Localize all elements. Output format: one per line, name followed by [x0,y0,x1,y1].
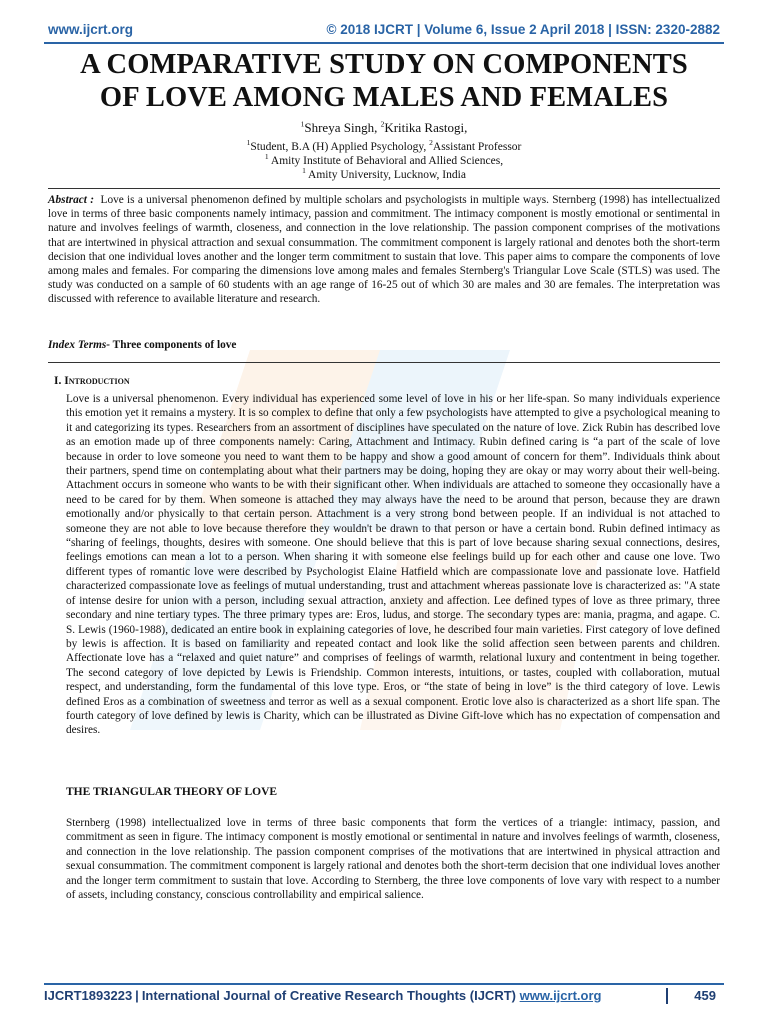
index-terms [48,339,236,351]
author-2-name: Kritika Rastogi, [384,120,468,135]
affiliation-line-3 [40,168,728,182]
affiliation-line-2 [40,154,728,168]
affiliation-line-1 [40,140,728,154]
paper-title [40,48,728,114]
title-line-2: OF LOVE AMONG MALES AND FEMALES [99,82,669,113]
abstract-label: Abstract : [48,194,94,206]
abstract-text: Love is a universal phenomenon defined by multiple scholars and psychologists in multiple ways. Sternberg (1998) has intellectualized love in terms of three basic components namely intimacy, passion and commitment. The intimacy component is mostly emotional or sentimental in nature and involves feelings of warmth, closeness, and connection in the love relationship. The passion component comprises of the motivations that are intertwined in physical attraction and sexual consummation. The commitment component is largely rational and denotes both the short-term decision that one individual loves another and the longer term commitment to sustain that love. This paper aims to compare the components of love among males and females. For comparing the dimensions love among males and females Sternberg's Triangular Love Scale (STLS) was used. The study was conducted on a sample of 60 students with an age range of 16-25 out of which 30 are males and 30 are females. The interpretation was discussed with reference to available literature and research. [48,194,720,306]
triangular-theory-paragraph: Sternberg (1998) intellectualized love in terms of three basic components that form the vertices of a triangle: intimacy, passion, and commitment as seen in figure. The intimacy component is mostly emotional or sentimental in nature and involves feelings of warmth, closeness, and connection in the love relationship. The passion component comprises of the motivations that are intertwined in physical attraction and sexual consummation. The commitment component is largely rational and denotes both the short-term decision that one individual loves another and the longer term commitment to sustain that love. According to Sternberg, the three love components of love vary with respect to a number of assets, including constancy, conscious controllability and empirical salience. [66,817,720,902]
affiliations [40,140,728,182]
affiliation-2-mark: 2 [429,138,433,148]
footer-paper-id: IJCRT1893223 [44,988,133,1003]
affiliation-line-2-mark: 1 [264,152,269,162]
footer-site-link[interactable]: www.ijcrt.org [519,988,602,1003]
footer-separator: | [135,988,139,1003]
footer-page-bar [666,988,668,1004]
affiliation-line-2-text: Amity Institute of Behavioral and Allied Sciences, [268,155,504,167]
author-1-mark: 1 [300,119,305,129]
author-1-name: Shreya Singh, [304,120,381,135]
author-list [40,120,728,136]
abstract-top-divider [48,188,720,189]
index-terms-divider [48,362,720,363]
section-title: Introduction [64,375,130,387]
section-heading-introduction [54,375,130,387]
affiliation-line-3-text: Amity University, Lucknow, India [305,169,466,181]
header-issue-info: © 2018 IJCRT | Volume 6, Issue 2 April 2018 | ISSN: 2320-2882 [326,22,720,37]
introduction-paragraph: Love is a universal phenomenon. Every individual has experienced some level of love in his or her life-span. So many individuals experience this emotion yet it remains a mystery. It is so complex to define that only a few psychologists have attempted to give a psychological meaning to it and categorizing its types. Researchers from an assortment of disciplines have speculated on the nature of love. Zick Rubin has described love as an emotion made up of three components namely: Caring, Attachment and Intimacy. Rubin defined caring is “a part of the scale of love because in order to love someone you need to want them to be happy and show a good amount of concern for them”. Individuals think about their partners, spend time on contemplating about what their partners may be doing, hoping they are okay or may worry about their well-being. Attachment occurs in someone who wants to be with their significant other. When individuals are attached to someone they occasionally have a need to be cared for by them. When someone is attached they may always have the need to be around that person, because they are drawn emotionally and/or physically to that certain person. Attachment is a very strong bond between people. If an individual is not attached to someone they are not able to love because therefore they wouldn't be drawn to that person or have a certain bond. Rubin defined intimacy as “sharing of feelings, thoughts, desires with someone. One should believe that this is part of love because sharing sexual connections, desires, feelings emotions can mean a lot to a person. When sharing it with someone else feelings build up for each other and cause one love. Two different types of romantic love were described by Psychologist Elaine Hatfield which are compassionate love and passionate love. Hatfield characterized compassionate love as feelings of mutual understanding, trust and attachment whereas passionate love is characterized as: "A state of intense desire for union with a person, including sexual attraction, anxiety and affection. Lee defined types of love as three primary, three secondary and nine tertiary types. The three primary types are: Eros, ludus, and storge. The secondary types are: mania, pragma, and agape. C. S. Lewis (1960-1988), dedicated an entire book in explaining categories of love, he described four main varieties. First category of love defined by lewis is affection. It is based on familiarity and repeated contact and look like the solid affection seen between parents and children. Affectionate love has a “relaxed and quiet nature” and comprises of feelings of warmth, relational luxury and contentment in being together. The second category of love depicted by Lewis is Friendship. Common interests, intuitions, or tastes, coupled with collaboration, mutual respect, and understanding, form the fundamental of this love type. Eros, or “the state of being in love” is the third category of love. Lewis defined Eros as a combination of sweetness and terror as well as a sexual component. Erotic love also is characterized as a short life span. The fourth category of love defined by lewis is Charity, which can be illustrated as Divine Gift-love which has no expectation of compensation and desires. [66,393,720,737]
affiliation-2-text: Assistant Professor [432,141,522,153]
footer-journal: International Journal of Creative Research Thoughts (IJCRT) [141,988,516,1003]
abstract [48,193,720,307]
page-number: 459 [694,988,716,1003]
section-heading-triangular-theory: THE TRIANGULAR THEORY OF LOVE [66,786,278,798]
affiliation-1-text: Student, B.A (H) Applied Psychology, [250,141,430,153]
footer-citation [44,988,601,1003]
header-site[interactable]: www.ijcrt.org [48,22,134,37]
page-footer [44,988,724,1006]
affiliation-line-3-mark: 1 [302,166,306,176]
title-line-1: A COMPARATIVE STUDY ON COMPONENTS [80,49,688,80]
page-header [48,22,720,44]
author-2-mark: 2 [380,119,385,129]
footer-divider [44,983,724,985]
header-divider [44,42,724,44]
affiliation-1-mark: 1 [246,138,251,148]
index-terms-value: Three components of love [110,339,237,351]
section-number: I. [54,375,65,387]
index-terms-label: Index Terms- [48,339,111,351]
